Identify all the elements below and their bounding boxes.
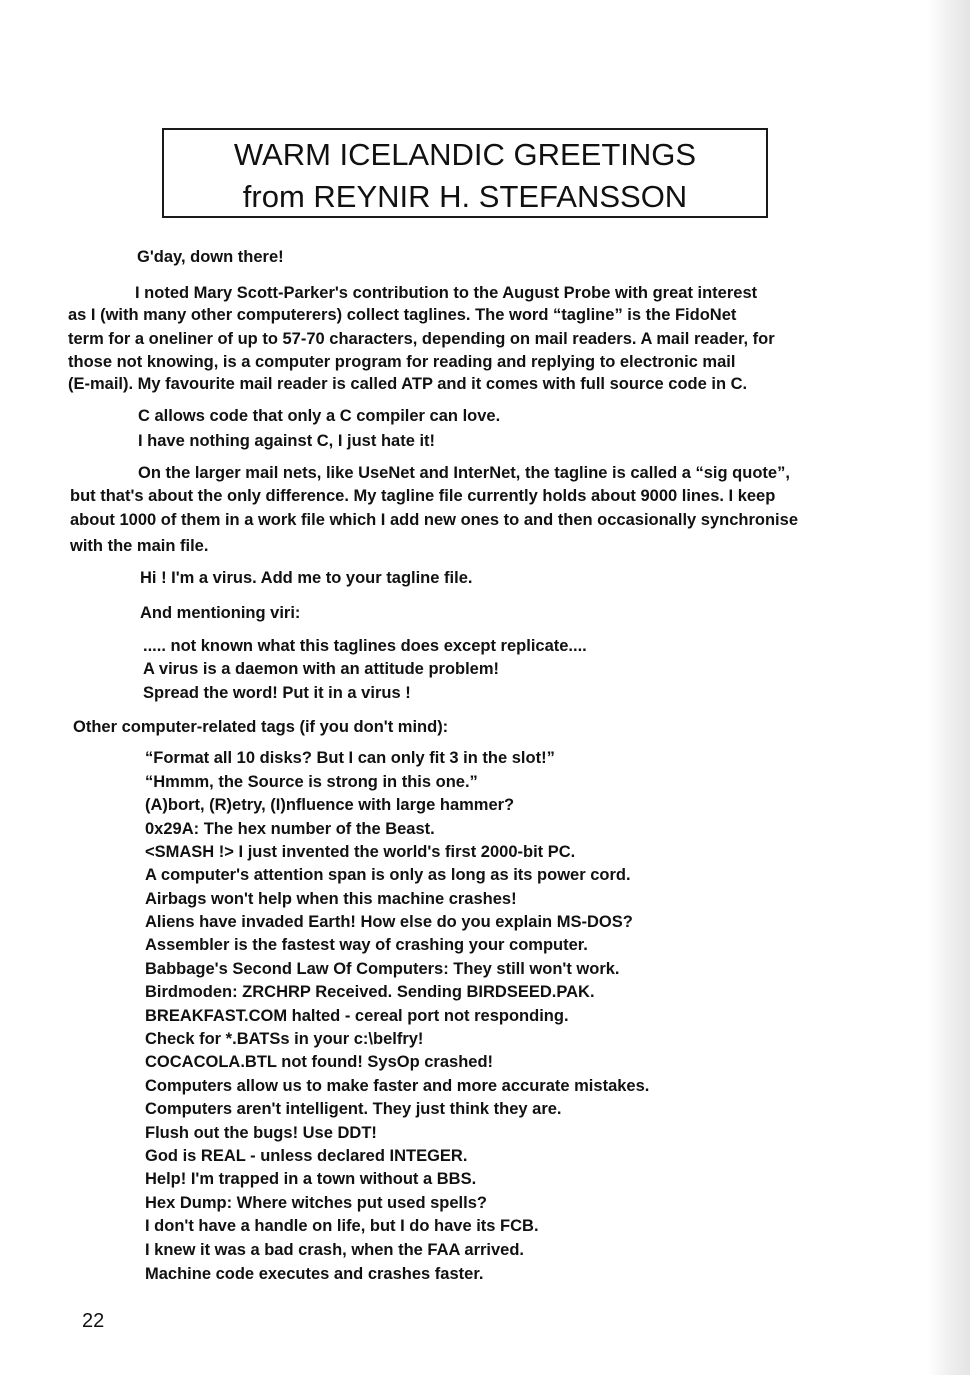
other-tag-11: Birdmoden: ZRCHRP Received. Sending BIRDSEED.PAK. <box>145 983 595 1001</box>
other-tag-5: <SMASH !> I just invented the world's first 2000-bit PC. <box>145 843 576 861</box>
c-tag-2: I have nothing against C, I just hate it! <box>138 432 436 450</box>
nets-line-1: On the larger mail nets, like UseNet and InterNet, the tagline is called a “sig quote”, <box>138 464 790 482</box>
virus-tag: Hi ! I'm a virus. Add me to your tagline file. <box>140 569 473 587</box>
other-tag-9: Assembler is the fastest way of crashing your computer. <box>145 936 588 954</box>
other-tag-1: “Format all 10 disks? But I can only fit 3 in the slot!” <box>145 749 555 767</box>
viri-tag-1: ..... not known what this taglines does except replicate.... <box>143 637 587 655</box>
c-tag-1: C allows code that only a C compiler can love. <box>138 407 501 425</box>
other-tag-19: Help! I'm trapped in a town without a BBS. <box>145 1170 477 1188</box>
other-tag-17: Flush out the bugs! Use DDT! <box>145 1124 377 1142</box>
page-edge-shadow <box>928 0 970 1375</box>
intro-line-1: I noted Mary Scott-Parker's contribution to the August Probe with great interest <box>135 284 758 302</box>
other-tag-4: 0x29A: The hex number of the Beast. <box>145 820 435 838</box>
other-tag-15: Computers allow us to make faster and more accurate mistakes. <box>145 1077 650 1095</box>
intro-line-5: (E-mail). My favourite mail reader is called ATP and it comes with full source code in C. <box>68 375 748 393</box>
intro-line-3: term for a oneliner of up to 57-70 characters, depending on mail readers. A mail reader, for <box>68 330 775 348</box>
other-intro: Other computer-related tags (if you don't mind): <box>73 718 449 736</box>
other-tag-23: Machine code executes and crashes faster. <box>145 1265 484 1283</box>
nets-line-3: about 1000 of them in a work file which I add new ones to and then occasionally synchronise <box>70 511 798 529</box>
other-tag-6: A computer's attention span is only as long as its power cord. <box>145 866 631 884</box>
other-tag-18: God is REAL - unless declared INTEGER. <box>145 1147 468 1165</box>
other-tag-14: COCACOLA.BTL not found! SysOp crashed! <box>145 1053 494 1071</box>
viri-tag-3: Spread the word! Put it in a virus ! <box>143 684 411 702</box>
other-tag-2: “Hmmm, the Source is strong in this one.” <box>145 773 478 791</box>
intro-line-2: as I (with many other computerers) collect taglines. The word “tagline” is the FidoNet <box>68 306 737 324</box>
other-tag-16: Computers aren't intelligent. They just think they are. <box>145 1100 562 1118</box>
nets-line-4: with the main file. <box>70 537 209 555</box>
virus-intro: And mentioning viri: <box>140 604 301 622</box>
other-tag-10: Babbage's Second Law Of Computers: They still won't work. <box>145 960 620 978</box>
other-tag-7: Airbags won't help when this machine crashes! <box>145 890 517 908</box>
title-line-2: from REYNIR H. STEFANSSON <box>242 179 688 214</box>
other-tag-22: I knew it was a bad crash, when the FAA arrived. <box>145 1241 525 1259</box>
page-number: 22 <box>82 1310 105 1332</box>
title-box <box>162 128 768 218</box>
other-tag-3: (A)bort, (R)etry, (I)nfluence with large hammer? <box>145 796 515 814</box>
nets-line-2: but that's about the only difference. My tagline file currently holds about 9000 lines. I keep <box>70 487 776 505</box>
intro-line-4: those not knowing, is a computer program for reading and replying to electronic mail <box>68 353 736 371</box>
other-tag-20: Hex Dump: Where witches put used spells? <box>145 1194 487 1212</box>
title-line-1: WARM ICELANDIC GREETINGS <box>233 137 697 172</box>
viri-tag-2: A virus is a daemon with an attitude problem! <box>143 660 500 678</box>
other-tag-21: I don't have a handle on life, but I do have its FCB. <box>145 1217 539 1235</box>
other-tag-13: Check for *.BATSs in your c:\belfry! <box>145 1030 424 1048</box>
greeting: G'day, down there! <box>137 248 284 266</box>
other-tag-8: Aliens have invaded Earth! How else do you explain MS-DOS? <box>145 913 633 931</box>
other-tag-12: BREAKFAST.COM halted - cereal port not responding. <box>145 1007 569 1025</box>
